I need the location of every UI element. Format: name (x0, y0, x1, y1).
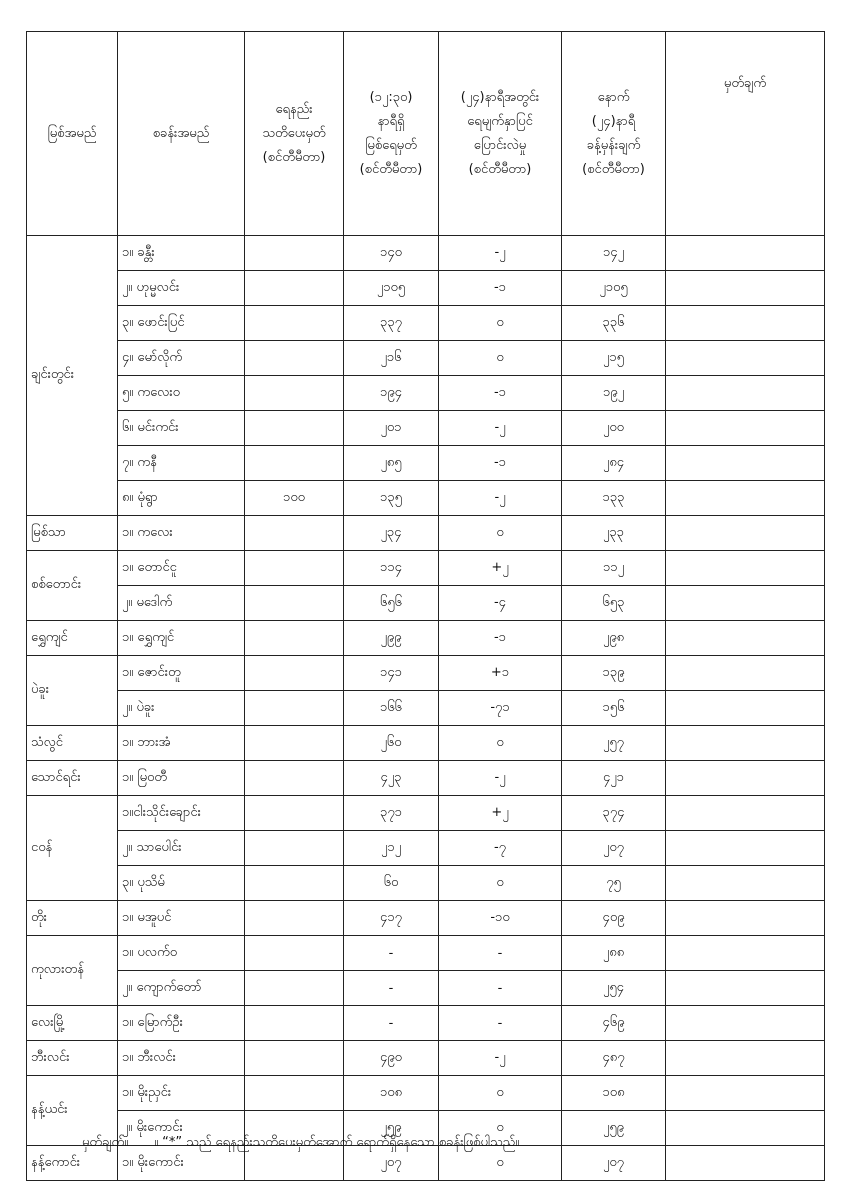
forecast-cell: ၂၁၀၅ (562, 271, 666, 306)
remarks-cell (666, 726, 825, 761)
danger-level-cell (245, 726, 344, 761)
forecast-cell: ၂၅၄ (562, 971, 666, 1006)
header-forecast: နောက် (၂၄)နာရီ ခန့်မှန်းချက် (စင်တီမီတာ) (562, 32, 666, 236)
water-level-cell: ၂၅၉ (344, 1111, 439, 1146)
table-row (27, 411, 825, 446)
danger-level-cell (245, 586, 344, 621)
change-cell: - (439, 1006, 562, 1041)
danger-level-cell (245, 551, 344, 586)
forecast-cell: ၁၅၆ (562, 691, 666, 726)
danger-level-cell (245, 271, 344, 306)
header-change: (၂၄)နာရီအတွင်း ရေမျက်နှာပြင် ပြောင်းလဲမှု (စင်တီမီတာ) (439, 32, 562, 236)
change-cell: ၀ (439, 306, 562, 341)
danger-level-cell (245, 236, 344, 271)
station-name-cell: ၃။ ပုသိမ် (118, 866, 245, 901)
water-level-cell: ၂၀၁ (344, 411, 439, 446)
water-level-cell: ၂၆၀ (344, 726, 439, 761)
danger-level-cell (245, 516, 344, 551)
table-row (27, 341, 825, 376)
header-danger: ရေနည်း သတိပေးမှတ် (စင်တီမီတာ) (245, 32, 344, 236)
river-name-cell: နန့်ယင်း (27, 1076, 118, 1146)
station-name-cell: ၁။ ခန္တီး (118, 236, 245, 271)
water-level-cell: ၃၃၇ (344, 306, 439, 341)
station-name-cell: ၁။ တောင်ငူ (118, 551, 245, 586)
danger-level-cell (245, 656, 344, 691)
river-name-cell: နန့်ကောင်း (27, 1146, 118, 1181)
table-row (27, 971, 825, 1006)
change-cell: -၁၀ (439, 901, 562, 936)
forecast-cell: ၂၅၇ (562, 726, 666, 761)
river-name-cell: ချင်းတွင်း (27, 236, 118, 516)
remarks-cell (666, 796, 825, 831)
change-cell: -၂ (439, 1041, 562, 1076)
water-level-cell: ၁၀၈ (344, 1076, 439, 1111)
station-name-cell: ၁။ ကလေး (118, 516, 245, 551)
page-content (26, 31, 825, 1181)
water-level-cell: ၄၁၇ (344, 901, 439, 936)
change-cell: -၇ (439, 831, 562, 866)
station-name-cell: ၁။ ဇောင်းတူ (118, 656, 245, 691)
danger-level-cell (245, 901, 344, 936)
change-cell: -၁ (439, 621, 562, 656)
remarks-cell (666, 516, 825, 551)
remarks-cell (666, 971, 825, 1006)
station-name-cell: ၁။ မြောက်ဦး (118, 1006, 245, 1041)
danger-level-cell (245, 831, 344, 866)
remarks-cell (666, 341, 825, 376)
change-cell: +၂ (439, 796, 562, 831)
station-name-cell: ၅။ ကလေးဝ (118, 376, 245, 411)
water-level-cell: ၂၀၇ (344, 1146, 439, 1181)
table-row (27, 831, 825, 866)
water-level-cell: ၂၉၉ (344, 621, 439, 656)
forecast-cell: ၂၀၀ (562, 411, 666, 446)
forecast-cell: ၃၃၆ (562, 306, 666, 341)
water-level-cell: ၁၆၆ (344, 691, 439, 726)
table-row (27, 516, 825, 551)
forecast-cell: ၂၈၄ (562, 446, 666, 481)
table-row (27, 691, 825, 726)
remarks-cell (666, 586, 825, 621)
danger-level-cell (245, 1041, 344, 1076)
station-name-cell: ၂။ မဒေါက် (118, 586, 245, 621)
station-name-cell: ၁။ငါးသိုင်းချောင်း (118, 796, 245, 831)
station-name-cell: ၁။ မအူပင် (118, 901, 245, 936)
station-name-cell: ၂။ ဟုမ္မလင်း (118, 271, 245, 306)
forecast-cell: ၄၀၉ (562, 901, 666, 936)
table-row (27, 551, 825, 586)
river-name-cell: ဘီးလင်း (27, 1041, 118, 1076)
table-row (27, 1041, 825, 1076)
forecast-cell: ၇၅ (562, 866, 666, 901)
water-level-cell: ၂၈၅ (344, 446, 439, 481)
remarks-cell (666, 411, 825, 446)
water-level-cell: ၁၄၀ (344, 236, 439, 271)
change-cell: ၀ (439, 1076, 562, 1111)
table-body (27, 236, 825, 1181)
danger-level-cell (245, 761, 344, 796)
change-cell: -၄ (439, 586, 562, 621)
water-level-cell: ၆၅၆ (344, 586, 439, 621)
river-name-cell: သောင်ရင်း (27, 761, 118, 796)
station-name-cell: ၈။ မုံရွာ (118, 481, 245, 516)
station-name-cell: ၇။ ကနီ (118, 446, 245, 481)
change-cell: -၁ (439, 271, 562, 306)
remarks-cell (666, 901, 825, 936)
forecast-cell: ၁၃၉ (562, 656, 666, 691)
station-name-cell: ၆။ မင်းကင်း (118, 411, 245, 446)
station-name-cell: ၃။ ဖောင်းပြင် (118, 306, 245, 341)
table-row (27, 376, 825, 411)
header-level: (၁၂:၃၀) နာရီရှိ မြစ်ရေမှတ် (စင်တီမီတာ) (344, 32, 439, 236)
water-level-cell: ၄၉၀ (344, 1041, 439, 1076)
danger-level-cell (245, 306, 344, 341)
table-row (27, 1076, 825, 1111)
change-cell: -၂ (439, 481, 562, 516)
change-cell: ၀ (439, 516, 562, 551)
table-row (27, 621, 825, 656)
water-level-cell: ၂၁၂ (344, 831, 439, 866)
water-level-cell: ၄၂၃ (344, 761, 439, 796)
table-row (27, 481, 825, 516)
water-level-cell: ၁၁၄ (344, 551, 439, 586)
change-cell: ၀ (439, 341, 562, 376)
remarks-cell (666, 761, 825, 796)
danger-level-cell (245, 796, 344, 831)
forecast-cell: ၂၈၈ (562, 936, 666, 971)
change-cell: ၀ (439, 726, 562, 761)
river-name-cell: လေးမြို့ (27, 1006, 118, 1041)
change-cell: +၁ (439, 656, 562, 691)
table-row (27, 866, 825, 901)
remarks-cell (666, 1076, 825, 1111)
river-level-table (26, 31, 825, 1181)
water-level-cell: ၁၉၄ (344, 376, 439, 411)
remarks-cell (666, 1041, 825, 1076)
table-row (27, 761, 825, 796)
river-name-cell: ရွှေကျင် (27, 621, 118, 656)
forecast-cell: ၆၅၃ (562, 586, 666, 621)
danger-level-cell (245, 376, 344, 411)
water-level-cell: ၁၄၁ (344, 656, 439, 691)
table-row (27, 271, 825, 306)
table-row (27, 936, 825, 971)
table-row (27, 796, 825, 831)
forecast-cell: ၂၃၃ (562, 516, 666, 551)
forecast-cell: ၂၀၇ (562, 831, 666, 866)
change-cell: -၂ (439, 761, 562, 796)
change-cell: ၀ (439, 1111, 562, 1146)
remarks-cell (666, 656, 825, 691)
river-name-cell: ကုလားတန် (27, 936, 118, 1006)
header-row (27, 32, 825, 236)
danger-level-cell: ၁၀၀ (245, 481, 344, 516)
danger-level-cell (245, 971, 344, 1006)
water-level-cell: ၁၃၅ (344, 481, 439, 516)
danger-level-cell (245, 411, 344, 446)
footnote (26, 1131, 824, 1155)
station-name-cell: ၂။ သာပေါင်း (118, 831, 245, 866)
forecast-cell: ၄၈၇ (562, 1041, 666, 1076)
river-name-cell: စစ်တောင်း (27, 551, 118, 621)
station-name-cell: ၁။ ပလက်ဝ (118, 936, 245, 971)
remarks-cell (666, 376, 825, 411)
table-row (27, 656, 825, 691)
table-row (27, 1006, 825, 1041)
station-name-cell: ၂။ ပဲခူး (118, 691, 245, 726)
water-level-cell: - (344, 936, 439, 971)
danger-level-cell (245, 936, 344, 971)
station-name-cell: ၂။ ကျောက်တော် (118, 971, 245, 1006)
water-level-cell: - (344, 1006, 439, 1041)
danger-level-cell (245, 1076, 344, 1111)
danger-level-cell (245, 446, 344, 481)
station-name-cell: ၁။ ရွှေကျင် (118, 621, 245, 656)
remarks-cell (666, 271, 825, 306)
remarks-cell (666, 866, 825, 901)
danger-level-cell (245, 341, 344, 376)
forecast-cell: ၃၇၄ (562, 796, 666, 831)
change-cell: ၀ (439, 866, 562, 901)
river-name-cell: သံလွင် (27, 726, 118, 761)
table-row (27, 901, 825, 936)
change-cell: -၂ (439, 411, 562, 446)
change-cell: -၁ (439, 446, 562, 481)
remarks-cell (666, 831, 825, 866)
table-row (27, 306, 825, 341)
forecast-cell: ၁၀၈ (562, 1076, 666, 1111)
danger-level-cell (245, 1006, 344, 1041)
river-name-cell: တိုး (27, 901, 118, 936)
table-row (27, 446, 825, 481)
header-station: စခန်းအမည် (118, 32, 245, 236)
water-level-cell: ၆၀ (344, 866, 439, 901)
forecast-cell: ၂၅၉ (562, 1111, 666, 1146)
river-name-cell: ငဝန် (27, 796, 118, 901)
change-cell: ၀ (439, 1146, 562, 1181)
river-name-cell: ပဲခူး (27, 656, 118, 726)
forecast-cell: ၁၄၂ (562, 236, 666, 271)
table-row (27, 586, 825, 621)
remarks-cell (666, 236, 825, 271)
remarks-cell (666, 621, 825, 656)
remarks-cell (666, 691, 825, 726)
water-level-cell: ၃၇၁ (344, 796, 439, 831)
water-level-cell: ၂၁၀၅ (344, 271, 439, 306)
change-cell: +၂ (439, 551, 562, 586)
forecast-cell: ၂၀၇ (562, 1146, 666, 1181)
change-cell: - (439, 971, 562, 1006)
table-row (27, 236, 825, 271)
remarks-cell (666, 936, 825, 971)
forecast-cell: ၄၂၁ (562, 761, 666, 796)
forecast-cell: ၄၆၉ (562, 1006, 666, 1041)
remarks-cell (666, 481, 825, 516)
danger-level-cell (245, 691, 344, 726)
station-name-cell: ၁။ ဘားအံ (118, 726, 245, 761)
forecast-cell: ၁၉၂ (562, 376, 666, 411)
danger-level-cell (245, 866, 344, 901)
station-name-cell: ၁။ ဘီးလင်း (118, 1041, 245, 1076)
remarks-cell (666, 1006, 825, 1041)
change-cell: -၇၁ (439, 691, 562, 726)
forecast-cell: ၂၉၈ (562, 621, 666, 656)
water-level-cell: ၂၃၄ (344, 516, 439, 551)
change-cell: -၁ (439, 376, 562, 411)
header-remarks: မှတ်ချက် (666, 32, 825, 236)
station-name-cell: ၁။ မိုးညှင်း (118, 1076, 245, 1111)
header-river: မြစ်အမည် (27, 32, 118, 236)
table-row (27, 726, 825, 761)
remarks-cell (666, 446, 825, 481)
station-name-cell: ၄။ မော်လိုက် (118, 341, 245, 376)
water-level-cell: - (344, 971, 439, 1006)
remarks-cell (666, 306, 825, 341)
change-cell: - (439, 936, 562, 971)
change-cell: -၂ (439, 236, 562, 271)
danger-level-cell (245, 621, 344, 656)
river-name-cell: မြစ်သာ (27, 516, 118, 551)
station-name-cell: ၂။ မိုးကောင်း (118, 1111, 245, 1146)
forecast-cell: ၁၁၂ (562, 551, 666, 586)
station-name-cell: ၁။ မိုးကောင်း (118, 1146, 245, 1181)
forecast-cell: ၁၃၃ (562, 481, 666, 516)
forecast-cell: ၂၁၅ (562, 341, 666, 376)
footnote-text: ။ “*” သည် ရေနည်းသတိပေးမှတ်အောက် ရောက်ရှိနေသော စခန်းဖြစ်ပါသည်။ (154, 1135, 520, 1150)
footnote-label: မှတ်ချက်။ (82, 1135, 129, 1150)
remarks-cell (666, 551, 825, 586)
water-level-cell: ၂၁၆ (344, 341, 439, 376)
station-name-cell: ၁။ မြဝတီ (118, 761, 245, 796)
